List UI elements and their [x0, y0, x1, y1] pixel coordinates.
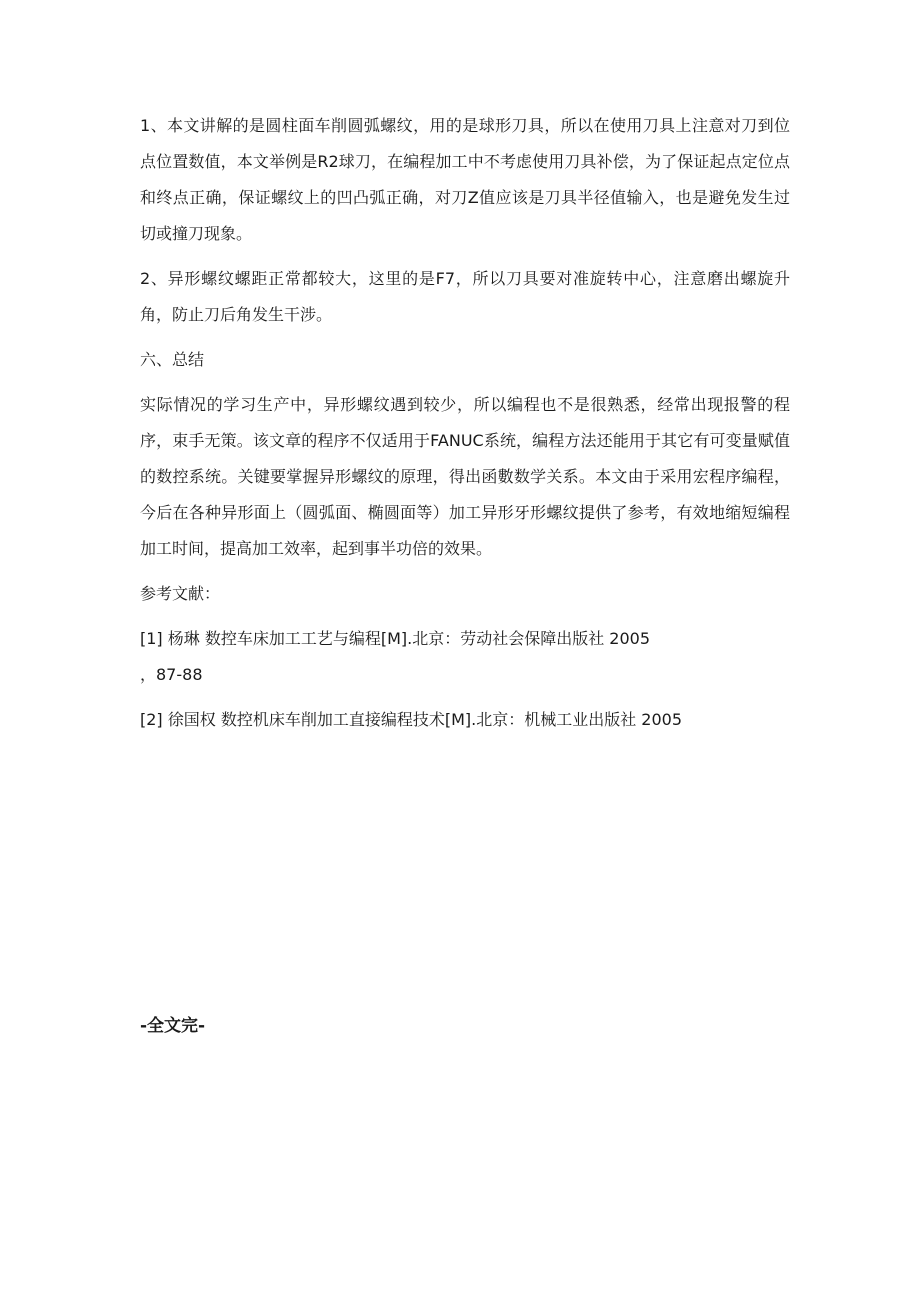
- paragraph-summary: 实际情况的学习生产中，异形螺纹遇到较少，所以编程也不是很熟悉，经常出现报警的程序，束手无策。该文章的程序不仅适用于FANUC系统，编程方法还能用于其它有可变量赋值的数控系统。关键要掌握异形螺纹的原理，得出函數数学关系。本文由于采用宏程序编程，今后在各种异形面上（圆弧面、椭圆面等）加工异形牙形螺纹提供了参考，有效地缩短编程加工时间，提高加工效率，起到事半功倍的效果。: [140, 395, 790, 558]
- reference-1-line-1: [1] 杨琳 数控车床加工工艺与编程[M].北京：劳动社会保障出版社 2005: [140, 629, 651, 648]
- reference-item-2: [140, 702, 790, 738]
- reference-item-1: [140, 621, 790, 693]
- reference-list: [140, 621, 790, 738]
- paragraph-note-2: 2、异形螺纹螺距正常都较大，这里的是F7，所以刀具要对准旋转中心，注意磨出螺旋升角，防止刀后角发生干涉。: [140, 269, 790, 324]
- references-heading: 参考文献：: [140, 584, 221, 603]
- document-body: [140, 108, 790, 738]
- end-of-document-mark: -全文完-: [140, 1016, 206, 1036]
- paragraph-note-1: 1、本文讲解的是圆柱面车削圆弧螺纹，用的是球形刀具，所以在使用刀具上注意对刀到位点位置数值，本文举例是R2球刀，在编程加工中不考虑使用刀具补偿，为了保证起点定位点和终点正确，保证螺纹上的凹凸弧正确，对刀Z值应该是刀具半径值输入，也是避免发生过切或撞刀现象。: [140, 116, 790, 243]
- reference-2-line-1: [2] 徐国权 数控机床车削加工直接编程技术[M].北京：机械工业出版社 2005: [140, 710, 683, 729]
- section-heading-summary: 六、总结: [140, 350, 205, 369]
- reference-1-line-2: ，87-88: [140, 665, 203, 684]
